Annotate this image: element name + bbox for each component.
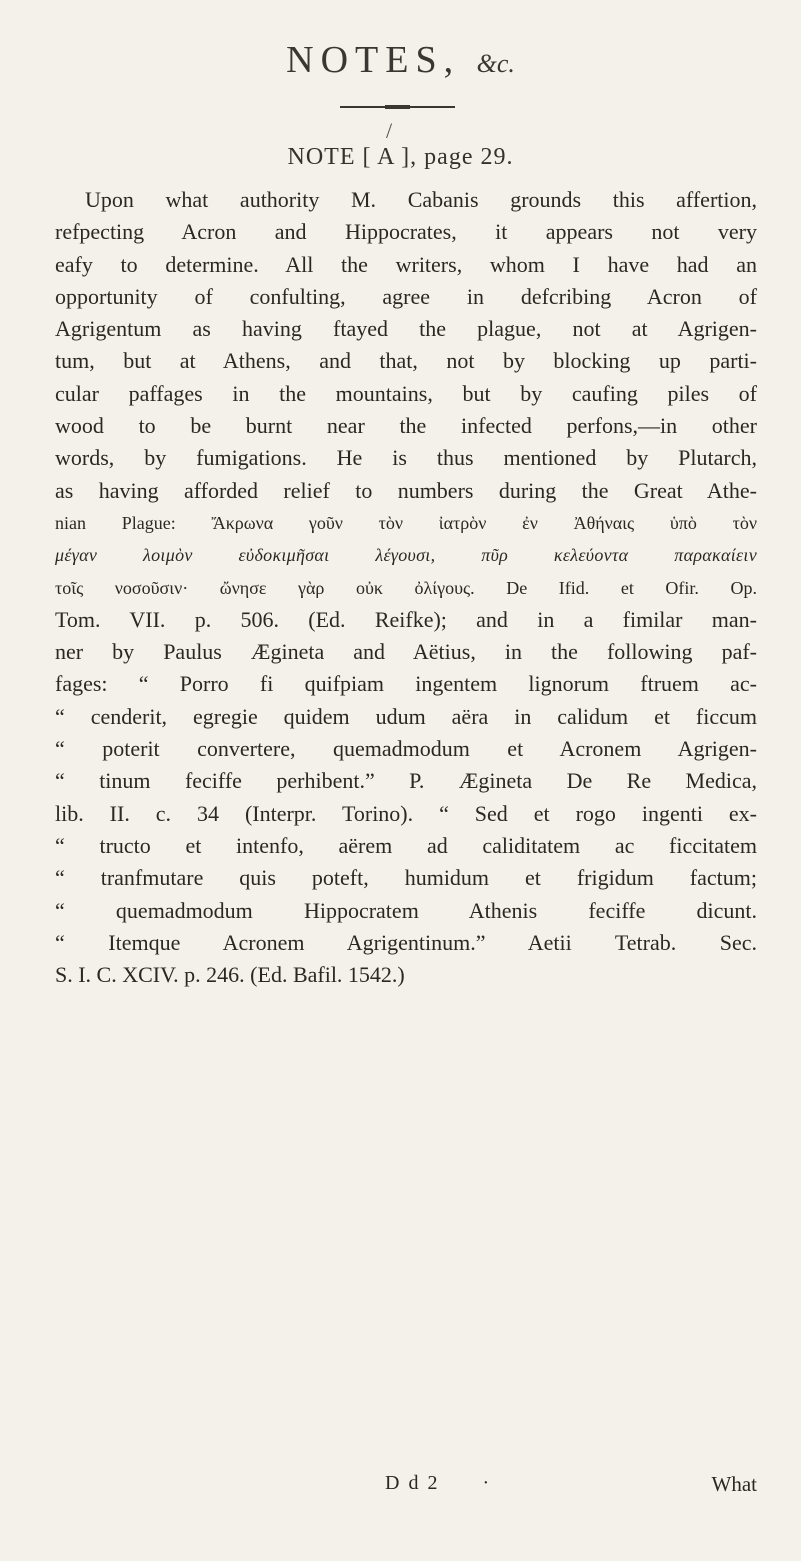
signature-text: D d 2 (385, 1472, 440, 1494)
text-line: S. I. C. XCIV. p. 246. (Ed. Bafil. 1542.) (55, 962, 405, 988)
ink-mark: / (386, 118, 393, 143)
text-line: Agrigentum as having ftayed the plague, not at Agrigen- (55, 316, 757, 342)
note-heading: NOTE [ A ], page 29. (287, 144, 514, 170)
catchword: What (711, 1472, 757, 1496)
text-line: eafy to determine. All the writers, whom I have had an (55, 251, 757, 277)
note-body (55, 184, 757, 991)
footer-separator: · (482, 1472, 492, 1494)
text-line: “ tranfmutare quis poteft, humidum et frigidum factum; (55, 865, 757, 891)
text-line: “ Itemque Acronem Agrigentinum.” Aetii Tetrab. Sec. (55, 929, 757, 955)
running-head-suffix: &c. (476, 49, 515, 78)
text-line: refpecting Acron and Hippocrates, it appears not very (55, 219, 757, 245)
text-line: ner by Paulus Ægineta and Aëtius, in the following paf- (55, 639, 757, 665)
text-line: “ cenderit, egregie quidem udum aëra in calidum et ficcum (55, 703, 757, 729)
text-line-greek: nian Plague: Ἄκρωνα γοῦν τὸν ἰατρὸν ἐν Ἀθήναις ὑπὸ τὸν (55, 512, 757, 533)
text-line: cular paffages in the mountains, but by caufing piles of (55, 380, 757, 406)
text-line: opportunity of confulting, agree in defcribing Acron of (55, 283, 757, 309)
text-line: Tom. VII. p. 506. (Ed. Reifke); and in a fimilar man- (55, 606, 757, 632)
running-head (0, 38, 801, 82)
text-line-greek: μέγαν λοιμὸν εὐδοκιμῆσαι λέγουσι, πῦρ κελεύοντα παρακαίειν (55, 545, 757, 566)
text-line: wood to be burnt near the infected perfons,—in other (55, 413, 757, 439)
text-line: “ tructo et intenfo, aërem ad caliditatem ac ficcitatem (55, 832, 757, 858)
text-line-greek: τοῖς νοσοῦσιν· ὤνησε γὰρ οὐκ ὀλίγους. De Ifid. et Ofir. Op. (55, 577, 757, 598)
text-line: tum, but at Athens, and that, not by blocking up parti- (55, 348, 757, 374)
text-line: “ quemadmodum Hippocratem Athenis feciffe dicunt. (55, 897, 757, 923)
signature-mark (385, 1472, 491, 1495)
text-line: “ poterit convertere, quemadmodum et Acronem Agrigen- (55, 736, 757, 762)
text-line: words, by fumigations. He is thus mentioned by Plutarch, (55, 445, 757, 471)
text-line: fages: “ Porro fi quifpiam ingentem lignorum ftruem ac- (55, 671, 757, 697)
text-line: as having afforded relief to numbers during the Great Athe- (55, 477, 757, 503)
ornamental-rule (340, 106, 455, 108)
text-line: lib. II. c. 34 (Interpr. Torino). “ Sed et rogo ingenti ex- (55, 800, 757, 826)
text-line: “ tinum feciffe perhibent.” P. Ægineta De Re Medica, (55, 768, 757, 794)
running-head-title: NOTES, (286, 39, 461, 81)
text-line: Upon what authority M. Cabanis grounds this affertion, (85, 187, 757, 212)
